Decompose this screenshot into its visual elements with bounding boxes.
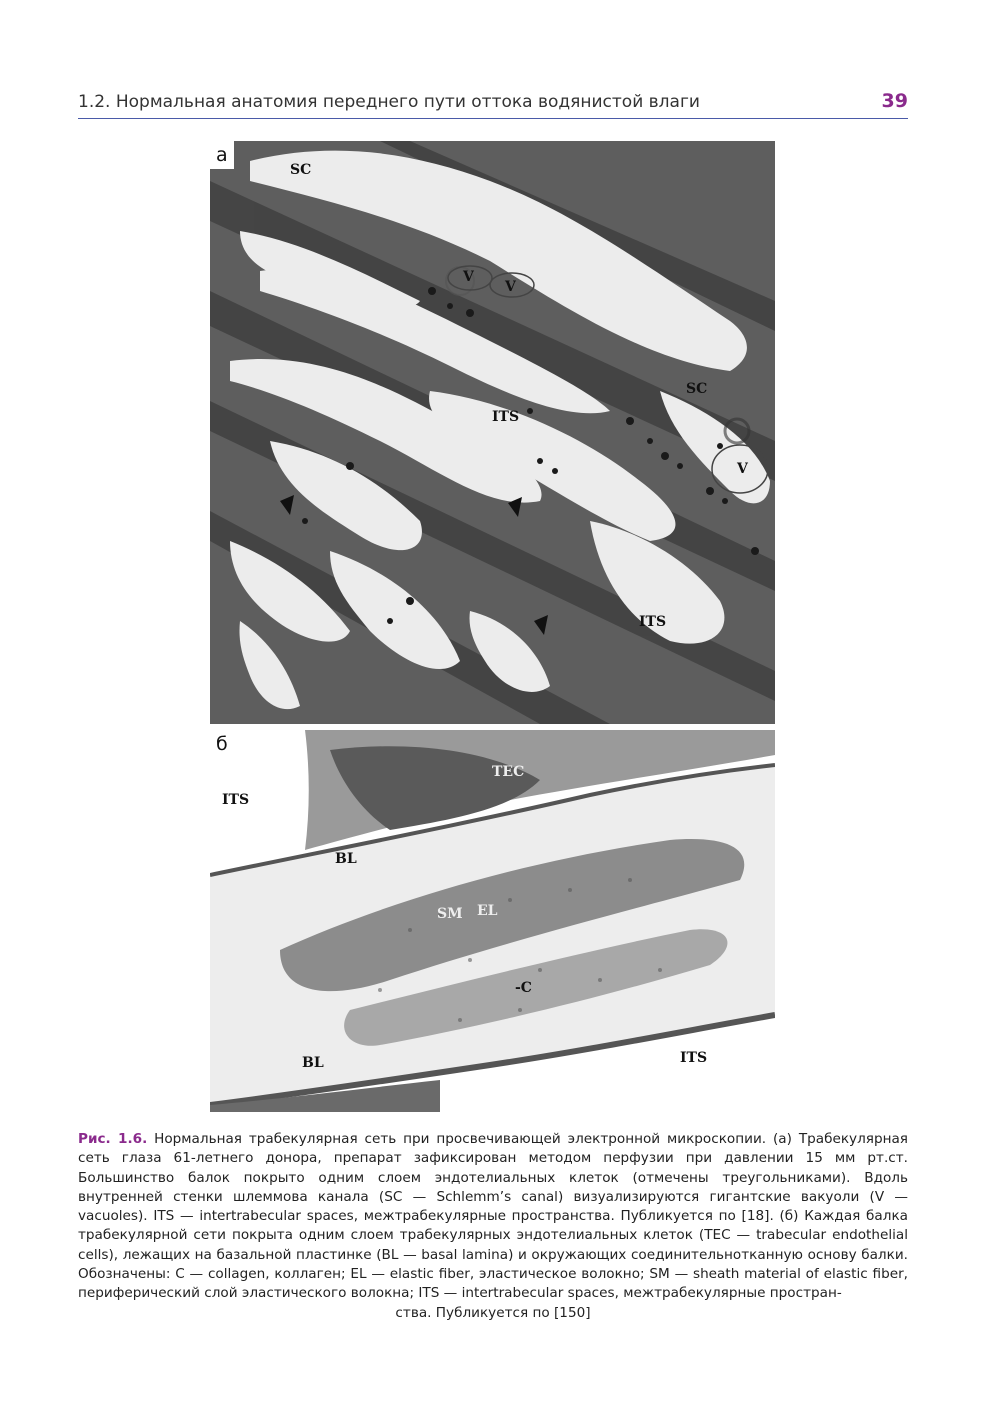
caption-text: Нормальная трабекулярная сеть при просвечивающей электронной микроскопии. (а) Трабекулярная сеть глаза 61-летнего донора, препарат зафиксирован методом перфузии при давлении 15 мм рт.ст. Большинство балок покрыто одним слоем эндотелиальных клеток (отмечены треугольниками). Вдоль внутренней стенки шлеммова канала (SC — Schlemm’s canal) визуализируются гигантские вакуоли (V — vacuoles). ITS — intertrabecular spaces, межтрабекулярные пространства. Публикуется по [18]. (б) Каждая балка трабекулярной сети покрыта одним слоем трабекулярных эндотелиальных клеток (TEC — trabecular endothelial cells), лежащих на базальной пластинке (BL — basal lamina) и окружающих соединительнотканную основу балки. Обозначены: C — collagen, коллаген; EL — elastic fiber, эластическое волокно; SM — sheath material of elastic fiber, периферический слой эластического волокна; ITS — intertrabecular spaces, межтрабекулярные простран-: [78, 1131, 908, 1302]
caption-last-line: ства. Публикуется по [150]: [395, 1304, 591, 1321]
micrograph-panel-a: [210, 141, 775, 724]
panel-b-letter: б: [210, 730, 234, 758]
label-bl-bottom: BL: [302, 1055, 324, 1071]
label-its-right: ITS: [680, 1050, 708, 1066]
panel-a-letter: а: [210, 141, 234, 169]
label-v-2: V: [505, 279, 516, 295]
label-el: EL: [477, 903, 498, 919]
label-sm: SM: [437, 906, 463, 922]
label-v-1: V: [463, 269, 474, 285]
label-sc-right: SC: [686, 381, 708, 397]
micrograph-panel-b: [210, 730, 775, 1112]
header-rule: [78, 118, 908, 119]
label-sc-top: SC: [290, 162, 312, 178]
figure-caption: [78, 1130, 908, 1323]
figure-label: Рис. 1.6.: [78, 1131, 148, 1147]
label-bl-top: BL: [335, 851, 357, 867]
label-v-right: V: [737, 461, 748, 477]
label-its-mid: ITS: [492, 409, 520, 425]
running-header: [78, 92, 908, 116]
label-c: -C: [515, 980, 532, 996]
label-its-bottom: ITS: [639, 614, 667, 630]
label-tec: TEC: [492, 764, 525, 780]
page-number: 39: [881, 90, 908, 112]
running-header-title: 1.2. Нормальная анатомия переднего пути оттока водянистой влаги: [78, 92, 700, 112]
label-its-left: ITS: [222, 792, 250, 808]
micrograph-a-image: [210, 141, 775, 724]
